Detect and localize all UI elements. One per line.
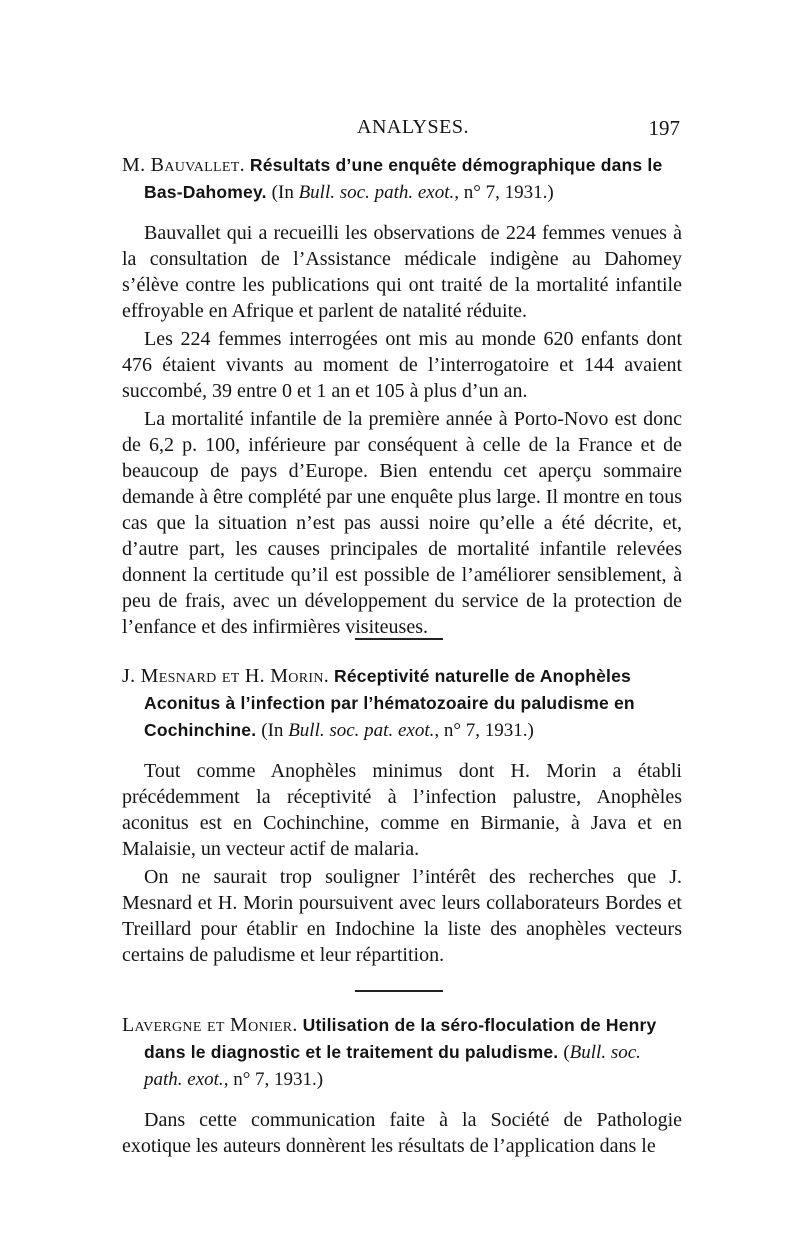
paragraph: Tout comme Anophèles minimus dont H. Morin a établi précédemment la réceptivité à l’infection palustre, Anophèles aconitus est en Cochinchine, comme en Birmanie, à Java et en Malaisie, un vecteur actif de malaria. [122, 760, 682, 860]
journal-name: Bull. soc. pat. exot. [288, 720, 435, 741]
entry-heading [122, 152, 682, 206]
running-head-title: ANALYSES. [357, 116, 469, 138]
abstract-entry-bauvallet [122, 152, 682, 640]
paragraph: On ne saurait trop souligner l’intérêt des recherches que J. Mesnard et H. Morin poursuivent avec leurs collaborateurs Bordes et Treillard pour établir en Indochine la liste des anophèles vecteurs certains de paludisme et leur répartition. [122, 866, 682, 966]
section-divider [355, 990, 443, 992]
entry-title: Utilisation de la séro-floculation de Henry dans le diagnostic et le traitement du paludisme. [144, 1015, 657, 1062]
entry-citation: (Bull. soc. path. exot., n° 7, 1931.) [144, 1042, 641, 1090]
paragraph: La mortalité infantile de la première année à Porto-Novo est donc de 6,2 p. 100, inférieure par conséquent à celle de la France et de beaucoup de pays d’Europe. Bien entendu cet aperçu sommaire demande à être complété par une enquête plus large. Il montre en tous cas que la situation n’est pas aussi noire qu’elle a été décrite, et, d’autre part, les causes principales de mortalité infantile relevées donnent la certitude qu’il est possible de l’améliorer sensiblement, à peu de frais, avec un développement du service de la protection de l’enfance et des infirmières visiteuses. [122, 408, 682, 638]
journal-name: Bull. soc. path. exot. [298, 182, 455, 203]
section-divider [355, 638, 443, 640]
page-number: 197 [648, 116, 680, 140]
entry-citation: (In Bull. soc. path. exot., n° 7, 1931.) [271, 182, 554, 203]
entry-heading [122, 1012, 682, 1093]
entry-author: M. Bauvallet. [122, 154, 245, 176]
journal-name: Bull. soc. path. exot. [144, 1042, 641, 1090]
abstract-entry-mesnard-morin [122, 663, 682, 968]
entry-citation: (In Bull. soc. pat. exot., n° 7, 1931.) [261, 720, 534, 741]
abstract-entry-lavergne-monier [122, 1012, 682, 1159]
running-head [145, 116, 682, 144]
entry-author: Lavergne et Monier. [122, 1014, 298, 1036]
paragraph: Les 224 femmes interrogées ont mis au monde 620 enfants dont 476 étaient vivants au moment de l’interrogatoire et 144 avaient succombé, 39 entre 0 et 1 an et 105 à plus d’un an. [122, 328, 682, 402]
entry-title: Résultats d’une enquête démographique dans le Bas-Dahomey. [144, 155, 663, 202]
paragraph: Bauvallet qui a recueilli les observations de 224 femmes venues à la consultation de l’Assistance médicale indigène au Dahomey s’élève contre les publications qui ont traité de la mortalité infantile effroyable en Afrique et parlent de natalité réduite. [122, 222, 682, 322]
entry-heading [122, 663, 682, 744]
paragraph: Dans cette communication faite à la Société de Pathologie exotique les auteurs donnèrent les résultats de l’application dans le [122, 1109, 682, 1157]
entry-author: J. Mesnard et H. Morin. [122, 665, 330, 687]
entry-title: Réceptivité naturelle de Anophèles Aconitus à l’infection par l’hématozoaire du paludisme en Cochinchine. [144, 666, 635, 740]
